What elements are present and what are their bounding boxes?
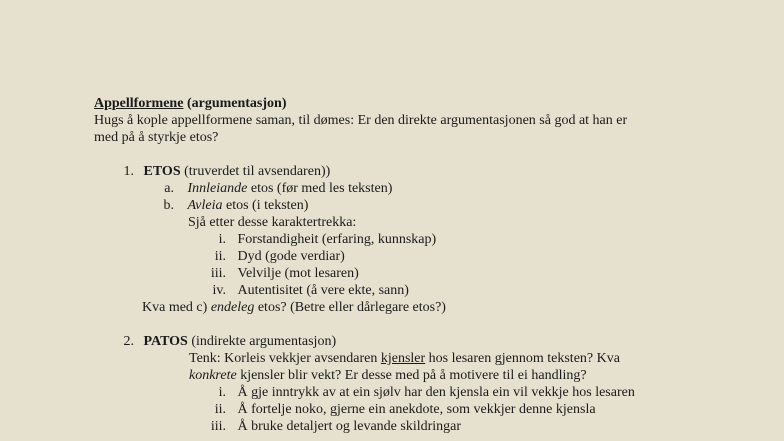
patos-item-marker: i.: [218, 385, 226, 400]
patos-item: [196, 418, 461, 435]
patos-title: PATOS: [143, 334, 188, 349]
etos-a-marker: a.: [164, 181, 174, 196]
heading-subtitle: (argumentasjon): [183, 96, 287, 111]
etos-item-a: [160, 180, 392, 197]
kva-pre: Kva med c): [142, 300, 211, 315]
patos-item-text: Å gje inntrykk av at ein sjølv har den kjensla ein vil vekkje hos lesaren: [237, 385, 635, 400]
heading-title: Appellformene: [94, 96, 184, 111]
etos-trait: [196, 231, 436, 248]
kva-term: endeleg: [210, 300, 255, 315]
etos-trait-marker: iii.: [210, 266, 226, 281]
etos-trait-marker: ii.: [214, 249, 226, 264]
patos-item: [196, 384, 635, 401]
kva-post: etos? (Betre eller dårlegare etos?): [254, 300, 446, 315]
patos-item: [196, 401, 596, 418]
etos-trait-marker: i.: [218, 232, 226, 247]
etos-b-term: Avleia: [187, 198, 223, 213]
etos-trait-text: Velvilje (mot lesaren): [237, 266, 359, 281]
document-heading: [94, 95, 286, 112]
intro-line-2: med på å styrkje etos?: [94, 130, 219, 145]
tenk2-post: kjensler blir vekt? Er desse med på å motivere til ei handling?: [236, 368, 587, 383]
patos-item-text: Å fortelje noko, gjerne ein anekdote, som vekkjer denne kjensla: [237, 402, 596, 417]
etos-desc: (truverdet til avsendaren)): [180, 164, 331, 179]
etos-trait-text: Dyd (gode verdiar): [237, 249, 345, 264]
etos-b-marker: b.: [163, 198, 174, 213]
etos-title: ETOS: [143, 164, 181, 179]
etos-b-rest: etos (i teksten): [222, 198, 309, 213]
patos-number: 2.: [123, 334, 134, 349]
etos-trait-text: Autentisitet (å vere ekte, sann): [237, 283, 409, 298]
patos-item-marker: iii.: [210, 419, 226, 434]
patos-item-text: Å bruke detaljert og levande skildringar: [237, 419, 462, 434]
intro-line-1: Hugs å kople appellformene saman, til dømes: Er den direkte argumentasjonen så god at han er: [94, 113, 628, 128]
etos-trait: [196, 248, 345, 265]
etos-sja-text: Sjå etter desse karaktertrekka:: [188, 215, 357, 230]
tenk-term: kjensler: [380, 351, 426, 366]
tenk2-term: konkrete: [189, 368, 237, 383]
patos-desc: (indirekte argumentasjon): [187, 334, 337, 349]
etos-kva-question: [142, 299, 446, 316]
etos-a-term: Innleiande: [187, 181, 248, 196]
tenk-post: hos lesaren gjennom teksten? Kva: [425, 351, 620, 366]
etos-number: 1.: [123, 164, 134, 179]
etos-trait: [196, 282, 409, 299]
patos-tenk-line-2: [189, 367, 587, 384]
etos-trait-text: Forstandigheit (erfaring, kunnskap): [237, 232, 437, 247]
etos-trait-marker: iv.: [212, 283, 226, 298]
patos-tenk-line-1: [189, 350, 620, 367]
etos-a-rest: etos (før med les teksten): [247, 181, 393, 196]
etos-item-b: [160, 197, 308, 214]
tenk-pre: Tenk: Korleis vekkjer avsendaren: [189, 351, 381, 366]
patos-heading: [116, 333, 336, 350]
patos-item-marker: ii.: [214, 402, 226, 417]
etos-trait: [196, 265, 359, 282]
etos-heading: [116, 163, 330, 180]
